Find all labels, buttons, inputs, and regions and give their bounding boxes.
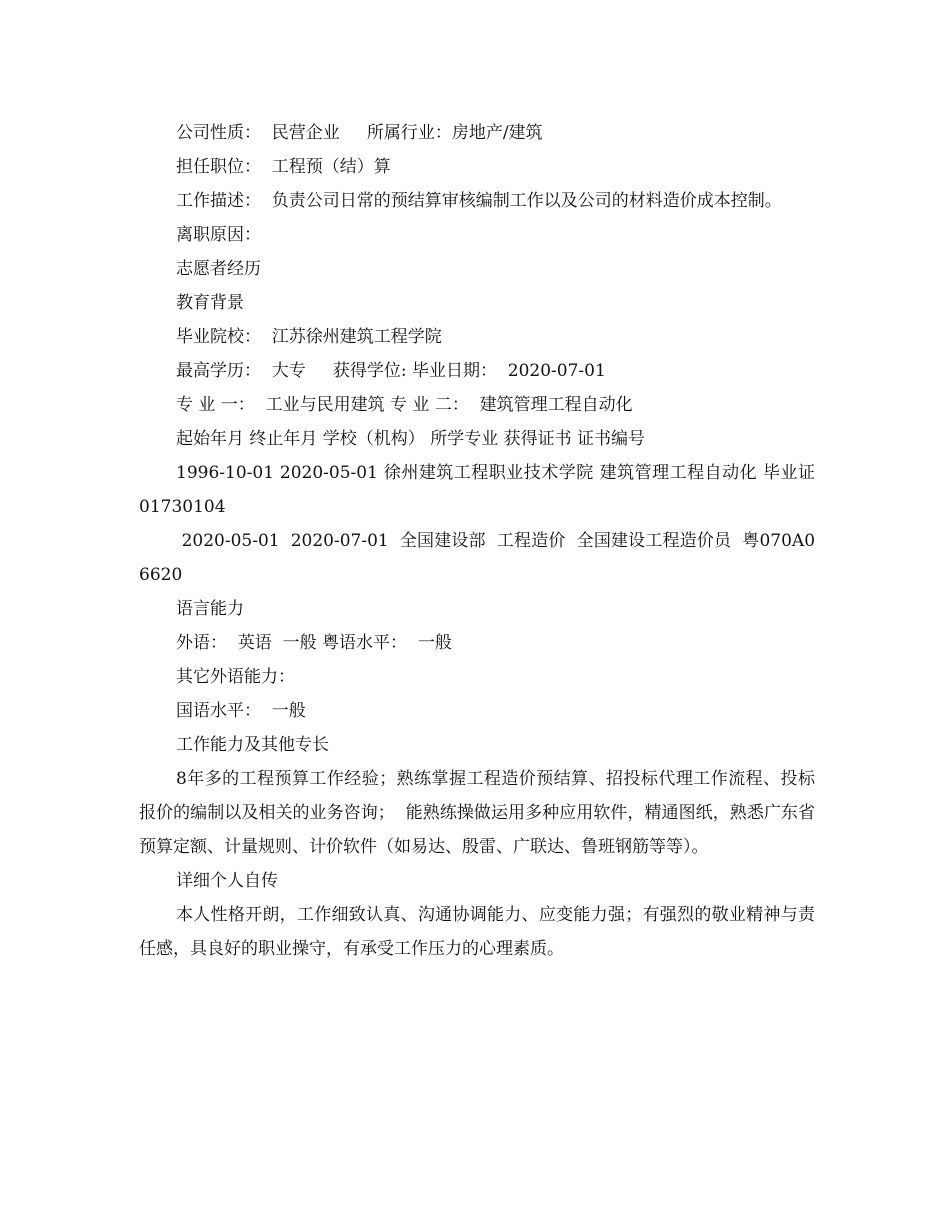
volunteer-heading: 志愿者经历 — [176, 259, 261, 279]
position-line: 担任职位： 工程预（结）算 — [176, 157, 391, 177]
skills-paragraph: 8年多的工程预算工作经验；熟练掌握工程造价预结算、招投标代理工作流程、投标报价的编制以及相关的业务咨询； 能熟练操做运用多种应用软件，精通图纸，熟悉广东省预算定额、计量规则、计价软件（如易达、殷雷、广联达、鲁班钢筋等等）。 — [139, 769, 815, 857]
other-language-line: 其它外语能力： — [176, 667, 295, 687]
job-description-line: 工作描述： 负责公司日常的预结算审核编制工作以及公司的材料造价成本控制。 — [176, 191, 782, 211]
skills-heading: 工作能力及其他专长 — [176, 735, 329, 755]
resume-body — [139, 116, 821, 966]
autobiography-paragraph: 本人性格开朗，工作细致认真、沟通协调能力、应变能力强；有强烈的敬业精神与责任感，具良好的职业操守，有承受工作压力的心理素质。 — [139, 905, 815, 959]
leave-reason-line: 离职原因： — [176, 225, 261, 245]
education-record-2: 2020-05-01 2020-07-01 全国建设部 工程造价 全国建设工程造价员 粤070A06620 — [139, 531, 816, 585]
autobiography-heading: 详细个人自传 — [176, 871, 278, 891]
education-record-1: 1996-10-01 2020-05-01 徐州建筑工程职业技术学院 建筑管理工程自动化 毕业证 01730104 — [139, 463, 821, 517]
degree-line: 最高学历： 大专 获得学位: 毕业日期： 2020-07-01 — [176, 361, 606, 381]
major-line: 专 业 一： 工业与民用建筑 专 业 二： 建筑管理工程自动化 — [176, 395, 633, 415]
foreign-language-line: 外语： 英语 一般 粤语水平： 一般 — [176, 633, 452, 653]
company-info-line: 公司性质： 民营企业 所属行业：房地产/建筑 — [176, 123, 543, 143]
language-heading: 语言能力 — [176, 599, 244, 619]
education-table-header: 起始年月 终止年月 学校（机构） 所学专业 获得证书 证书编号 — [176, 429, 646, 449]
education-heading: 教育背景 — [176, 293, 244, 313]
school-line: 毕业院校： 江苏徐州建筑工程学院 — [176, 327, 442, 347]
mandarin-line: 国语水平： 一般 — [176, 701, 306, 721]
